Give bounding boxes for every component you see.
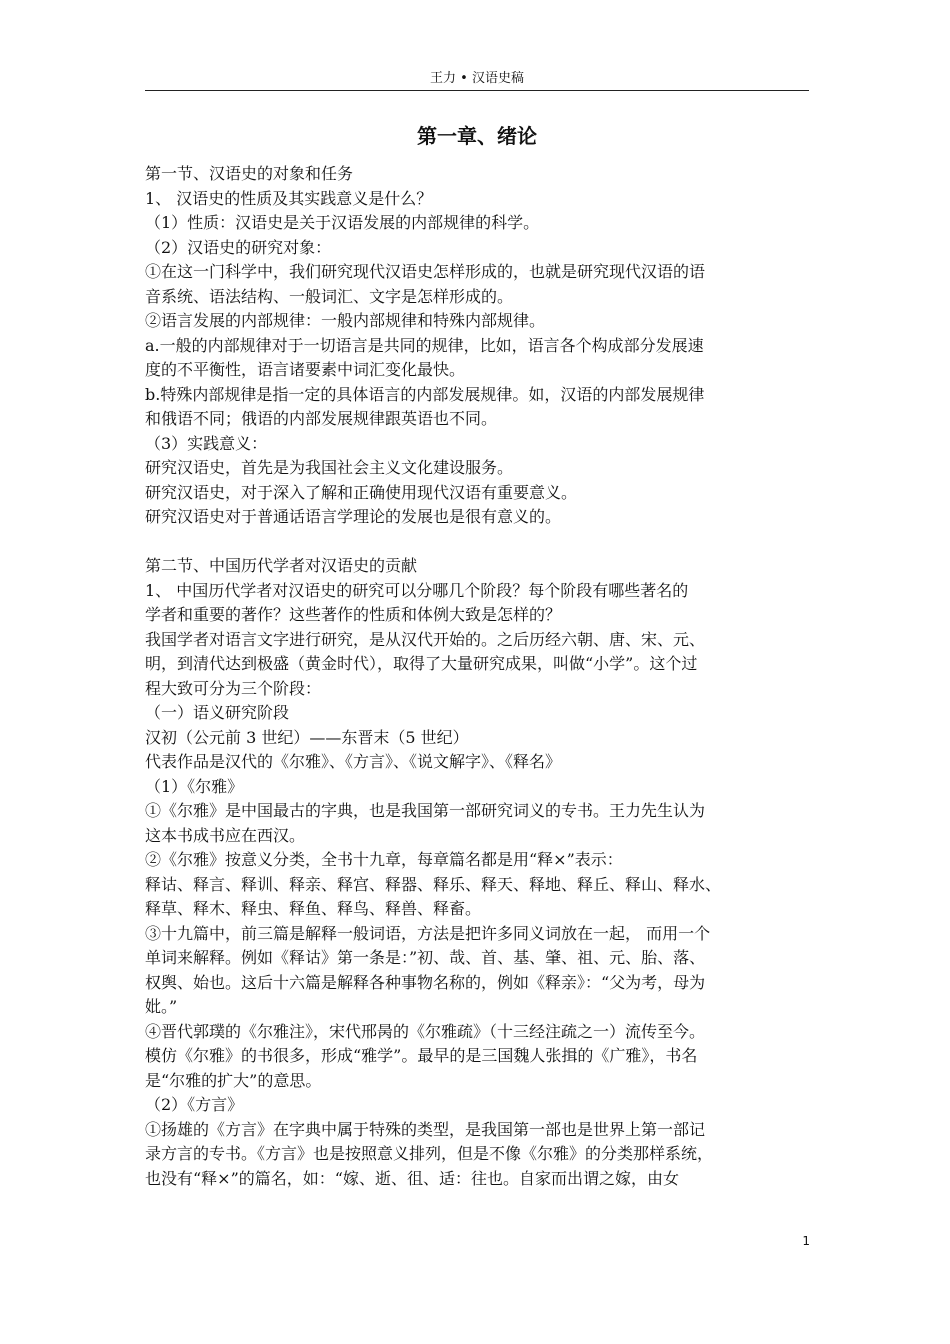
text-line: ③十九篇中，前三篇是解释一般词语，方法是把许多同义词放在一起， 而用一个 — [145, 923, 711, 943]
running-header: 王力 • 汉语史稿 — [430, 71, 524, 86]
text-line: （1）性质：汉语史是关于汉语发展的内部规律的科学。 — [145, 213, 540, 232]
text-line: （1）《尔雅》 — [145, 776, 244, 796]
text-line: （一）语义研究阶段 — [145, 703, 290, 722]
text-line: ②语言发展的内部规律：一般内部规律和特殊内部规律。 — [145, 311, 546, 330]
text-line: （2）汉语史的研究对象： — [145, 237, 332, 257]
text-line: 释诂、释言、释训、释亲、释宫、释器、释乐、释天、释地、释丘、释山、释水、 — [145, 874, 722, 894]
text-line: 是“尔雅的扩大”的意思。 — [145, 1070, 322, 1090]
text-line: 研究汉语史，首先是为我国社会主义文化建设服务。 — [145, 458, 514, 477]
text-line: （2）《方言》 — [145, 1095, 244, 1114]
text-line: 程大致可分为三个阶段： — [145, 678, 322, 698]
text-line: ④晋代郭璞的《尔雅注》，宋代邢昺的《尔雅疏》（十三经注疏之一）流传至今。 — [145, 1021, 706, 1041]
text-line: 1、 汉语史的性质及其实践意义是什么？ — [145, 188, 433, 208]
text-line: 第一节、汉语史的对象和任务 — [145, 164, 354, 183]
header-divider — [145, 90, 809, 91]
text-line: 妣。” — [145, 997, 178, 1016]
text-line: 和俄语不同；俄语的内部发展规律跟英语也不同。 — [145, 409, 498, 428]
text-line: 代表作品是汉代的《尔雅》、《方言》、《说文解字》、《释名》 — [145, 752, 562, 771]
text-line: 录方言的专书。《方言》也是按照意义排列，但是不像《尔雅》的分类那样系统， — [145, 1144, 714, 1163]
text-line: 第二节、中国历代学者对汉语史的贡献 — [145, 556, 418, 575]
body-text — [145, 162, 809, 1191]
text-line: a.一般的内部规律对于一切语言是共同的规律，比如，语言各个构成部分发展速 — [145, 335, 704, 355]
text-line: b.特殊内部规律是指一定的具体语言的内部发展规律。如，汉语的内部发展规律 — [145, 384, 705, 404]
text-line: 也没有“释×”的篇名，如：“嫁、逝、徂、适：往也。自家而出谓之嫁，由女 — [145, 1168, 679, 1188]
text-line: 汉初（公元前 3 世纪）——东晋末（5 世纪） — [145, 727, 469, 747]
text-line: 研究汉语史对于普通话语言学理论的发展也是很有意义的。 — [145, 507, 562, 526]
text-line: 1、 中国历代学者对汉语史的研究可以分哪几个阶段？每个阶段有哪些著名的 — [145, 580, 689, 600]
text-line: 释草、释木、释虫、释鱼、释鸟、释兽、释畜。 — [145, 899, 482, 918]
text-line: 明，到清代达到极盛（黄金时代），取得了大量研究成果，叫做“小学”。这个过 — [145, 654, 698, 673]
text-line: 单词来解释。例如《释诂》第一条是：”初、哉、首、基、肇、祖、元、胎、落、 — [145, 948, 706, 967]
text-line: 权舆、始也。这后十六篇是解释各种事物名称的，例如《释亲》：“父为考，母为 — [145, 972, 706, 992]
text-line: 模仿《尔雅》的书很多，形成“雅学”。最早的是三国魏人张揖的《广雅》，书名 — [145, 1046, 698, 1065]
text-line: 学者和重要的著作？这些著作的性质和体例大致是怎样的？ — [145, 605, 562, 624]
text-line: 音系统、语法结构、一般词汇、文字是怎样形成的。 — [145, 286, 514, 306]
text-line: 这本书成书应在西汉。 — [145, 825, 306, 845]
text-line: 我国学者对语言文字进行研究，是从汉代开始的。之后历经六朝、唐、宋、元、 — [145, 629, 706, 649]
text-line: （3）实践意义： — [145, 433, 268, 453]
chapter-title: 第一章、绪论 — [417, 124, 537, 148]
page-number: 1 — [802, 1234, 810, 1248]
blank-line — [145, 530, 809, 555]
text-line: ②《尔雅》按意义分类，全书十九章，每章篇名都是用“释×”表示： — [145, 850, 623, 869]
text-line: ①扬雄的《方言》在字典中属于特殊的类型，是我国第一部也是世界上第一部记 — [145, 1119, 706, 1139]
text-line: ①《尔雅》是中国最古的字典，也是我国第一部研究词义的专书。王力先生认为 — [145, 801, 706, 820]
text-line: 度的不平衡性，语言诸要素中词汇变化最快。 — [145, 360, 466, 379]
text-line: ①在这一门科学中，我们研究现代汉语史怎样形成的，也就是研究现代汉语的语 — [145, 262, 706, 281]
text-line: 研究汉语史，对于深入了解和正确使用现代汉语有重要意义。 — [145, 482, 578, 502]
